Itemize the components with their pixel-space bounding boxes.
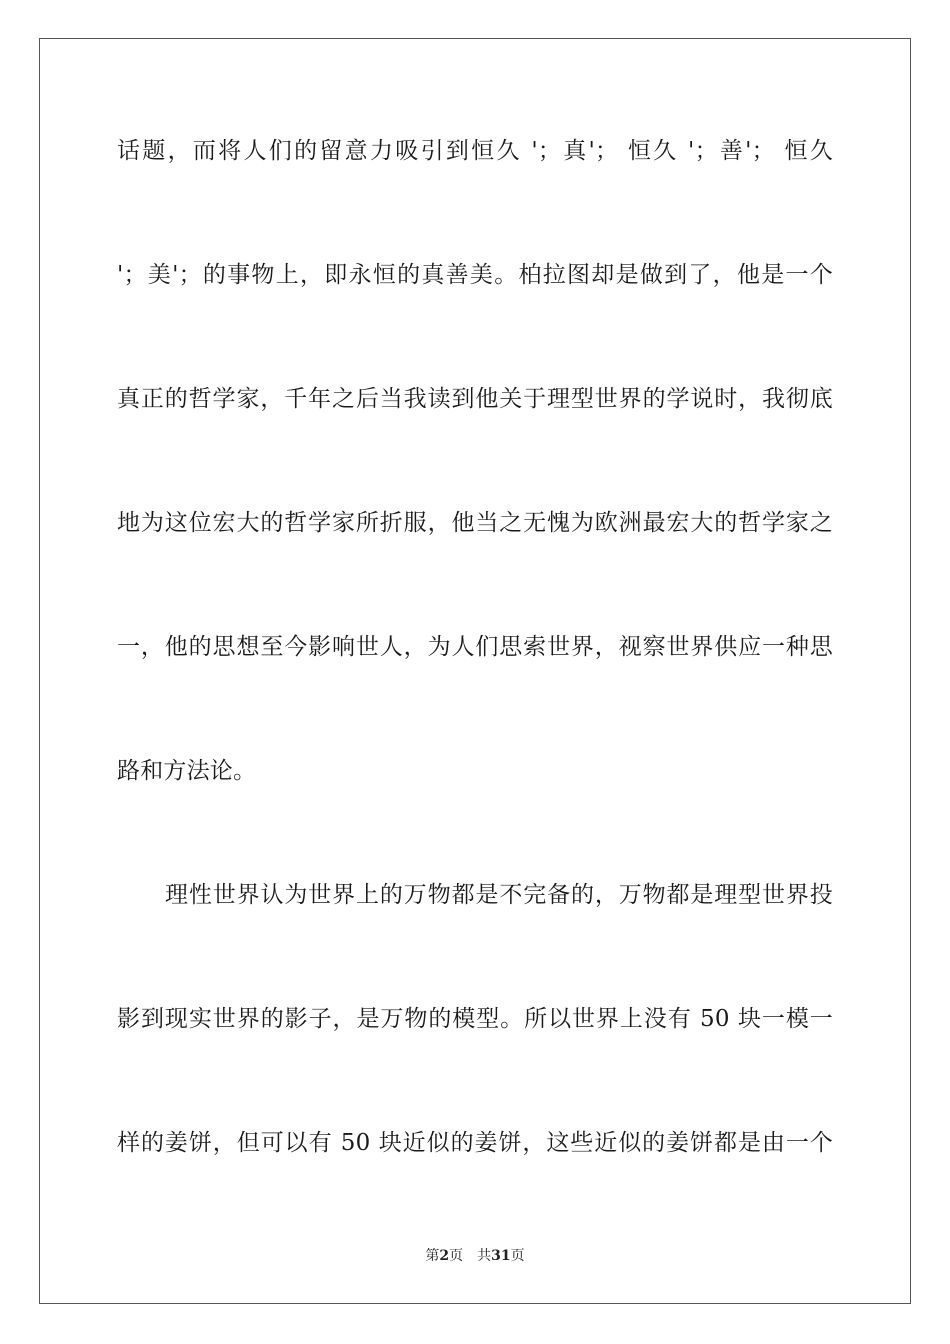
total-prefix: 共 bbox=[477, 1248, 492, 1264]
text-line-7: 理性世界认为世界上的万物都是不完备的，万物都是理型世界投 bbox=[165, 882, 833, 908]
text-line-6: 路和方法论。 bbox=[117, 758, 257, 784]
text-line-2: '；美'；的事物上，即永恒的真善美。柏拉图却是做到了，他是一个 bbox=[117, 262, 833, 288]
text-line-3: 真正的哲学家，千年之后当我读到他关于理型世界的学说时，我彻底 bbox=[117, 386, 833, 412]
text-line-5: 一，他的思想至今影响世人，为人们思索世界，视察世界供应一种思 bbox=[117, 634, 833, 660]
page-border bbox=[39, 38, 911, 1304]
text-line-1: 话题，而将人们的留意力吸引到恒久 '；真'； 恒久 '；善'； 恒久 bbox=[117, 138, 833, 164]
page-number: 2 bbox=[439, 1248, 450, 1264]
text-line-9: 样的姜饼，但可以有 50 块近似的姜饼，这些近似的姜饼都是由一个 bbox=[117, 1130, 833, 1156]
text-line-8: 影到现实世界的影子，是万物的模型。所以世界上没有 50 块一模一 bbox=[117, 1006, 833, 1032]
page-prefix: 第 bbox=[425, 1248, 440, 1264]
page-suffix: 页 bbox=[449, 1248, 464, 1264]
total-suffix: 页 bbox=[510, 1248, 525, 1264]
page-footer bbox=[0, 1246, 950, 1266]
total-pages: 31 bbox=[491, 1248, 511, 1264]
text-line-4: 地为这位宏大的哲学家所折服，他当之无愧为欧洲最宏大的哲学家之 bbox=[117, 510, 833, 536]
